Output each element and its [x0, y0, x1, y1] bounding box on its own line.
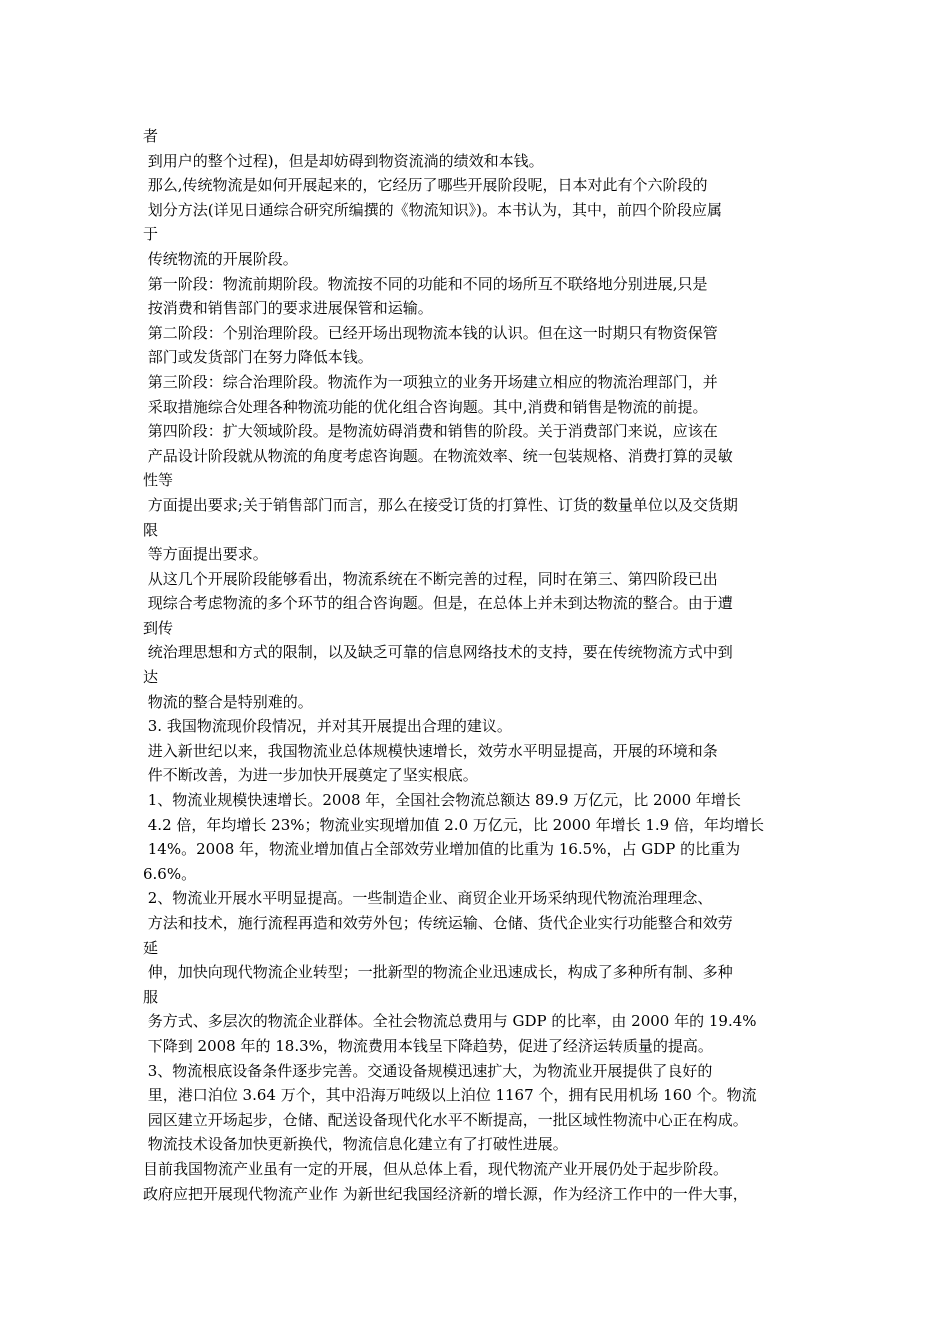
- text-line: 第四阶段：扩大领域阶段。是物流妨碍消费和销售的阶段。关于消费部门来说，应该在: [143, 422, 718, 441]
- text-line: 到传: [143, 618, 174, 637]
- text-line: 3. 我国物流现价段情况，并对其开展提出合理的建议。: [143, 717, 512, 736]
- text-line: 伸，加快向现代物流企业转型；一批新型的物流企业迅速成长，构成了多种所有制、多种: [143, 963, 733, 982]
- text-line: 物流技术设备加快更新换代，物流信息化建立有了打破性进展。: [143, 1135, 568, 1154]
- text-line: 物流的整合是特别难的。: [143, 692, 313, 711]
- text-line: 达: [143, 668, 159, 687]
- text-line: 于: [143, 225, 159, 244]
- text-line: 里，港口泊位 3.64 万个，其中沿海万吨级以上泊位 1167 个，拥有民用机场 160 个。物流: [143, 1086, 757, 1105]
- text-line: 延: [143, 938, 159, 957]
- text-line: 3、物流根底设备条件逐步完善。交通设备规模迅速扩大，为物流业开展提供了良好的: [143, 1061, 713, 1080]
- text-line: 第二阶段：个别治理阶段。已经开场出现物流本钱的认识。但在这一时期只有物资保管: [143, 323, 718, 342]
- text-line: 部门或发货部门在努力降低本钱。: [143, 348, 373, 367]
- text-line: 采取措施综合处理各种物流功能的优化组合咨询题。其中,消费和销售是物流的前提。: [143, 397, 708, 416]
- text-line: 限: [143, 520, 159, 539]
- text-line: 者: [143, 127, 159, 145]
- text-line: 园区建立开场起步，仓储、配送设备现代化水平不断提高，一批区域性物流中心正在构成。: [143, 1110, 748, 1129]
- text-line: 第一阶段：物流前期阶段。物流按不同的功能和不同的场所互不联络地分别进展,只是: [143, 274, 708, 293]
- text-line: 从这几个开展阶段能够看出，物流系统在不断完善的过程，同时在第三、第四阶段已出: [143, 569, 718, 588]
- document-body: [143, 124, 833, 1206]
- text-line: 6.6%。: [143, 864, 197, 883]
- text-line: 方法和技术，施行流程再造和效劳外包；传统运输、仓储、货代企业实行功能整合和效劳: [143, 914, 733, 932]
- text-line: 方面提出要求;关于销售部门而言，那么在接受订货的打算性、订货的数量单位以及交货期: [143, 495, 738, 514]
- text-line: 传统物流的开展阶段。: [143, 249, 298, 268]
- text-line: 划分方法(详见日通综合研究所编撰的《物流知识》)。本书认为，其中，前四个阶段应属: [143, 200, 722, 219]
- text-line: 那么,传统物流是如何开展起来的，它经历了哪些开展阶段呢，日本对此有个六阶段的: [143, 176, 708, 195]
- text-line: 下降到 2008 年的 18.3%，物流费用本钱呈下降趋势，促进了经济运转质量的提高。: [143, 1036, 713, 1055]
- text-line: 件不断改善，为进一步加快开展奠定了坚实根底。: [143, 766, 478, 785]
- text-line: 4.2 倍，年均增长 23%；物流业实现增加值 2.0 万亿元，比 2000 年增长 1.9 倍，年均增长: [143, 815, 764, 834]
- text-line: 现综合考虑物流的多个环节的组合咨询题。但是，在总体上并未到达物流的整合。由于遭: [143, 594, 733, 613]
- text-line: 到用户的整个过程)，但是却妨碍到物资流淌的绩效和本钱。: [143, 151, 544, 170]
- text-line: 2、物流业开展水平明显提高。一些制造企业、商贸企业开场采纳现代物流治理理念、: [143, 889, 713, 908]
- text-line: 产品设计阶段就从物流的角度考虑咨询题。在物流效率、统一包装规格、消费打算的灵敏: [143, 446, 733, 465]
- text-line: 等方面提出要求。: [143, 545, 268, 564]
- text-line: 1、物流业规模快速增长。2008 年，全国社会物流总额达 89.9 万亿元，比 2000 年增长: [143, 791, 741, 810]
- text-line: 服: [143, 987, 159, 1006]
- text-line: 统治理思想和方式的限制，以及缺乏可靠的信息网络技术的支持，要在传统物流方式中到: [143, 643, 733, 662]
- text-line: 14%。2008 年，物流业增加值占全部效劳业增加值的比重为 16.5%，占 GDP 的比重为: [143, 840, 741, 859]
- text-line: 进入新世纪以来，我国物流业总体规模快速增长，效劳水平明显提高，开展的环境和条: [143, 741, 718, 760]
- text-line: 第三阶段：综合治理阶段。物流作为一项独立的业务开场建立相应的物流治理部门，并: [143, 372, 718, 391]
- text-line: 政府应把开展现代物流产业作 为新世纪我国经济新的增长源，作为经济工作中的一件大事，: [143, 1184, 748, 1203]
- text-line: 性等: [143, 471, 174, 490]
- text-line: 按消费和销售部门的要求进展保管和运输。: [143, 299, 433, 318]
- text-line: 目前我国物流产业虽有一定的开展，但从总体上看，现代物流产业开展仍处于起步阶段。: [143, 1159, 729, 1178]
- text-line: 务方式、多层次的物流企业群体。全社会物流总费用与 GDP 的比率，由 2000 年的 19.4%: [143, 1012, 757, 1031]
